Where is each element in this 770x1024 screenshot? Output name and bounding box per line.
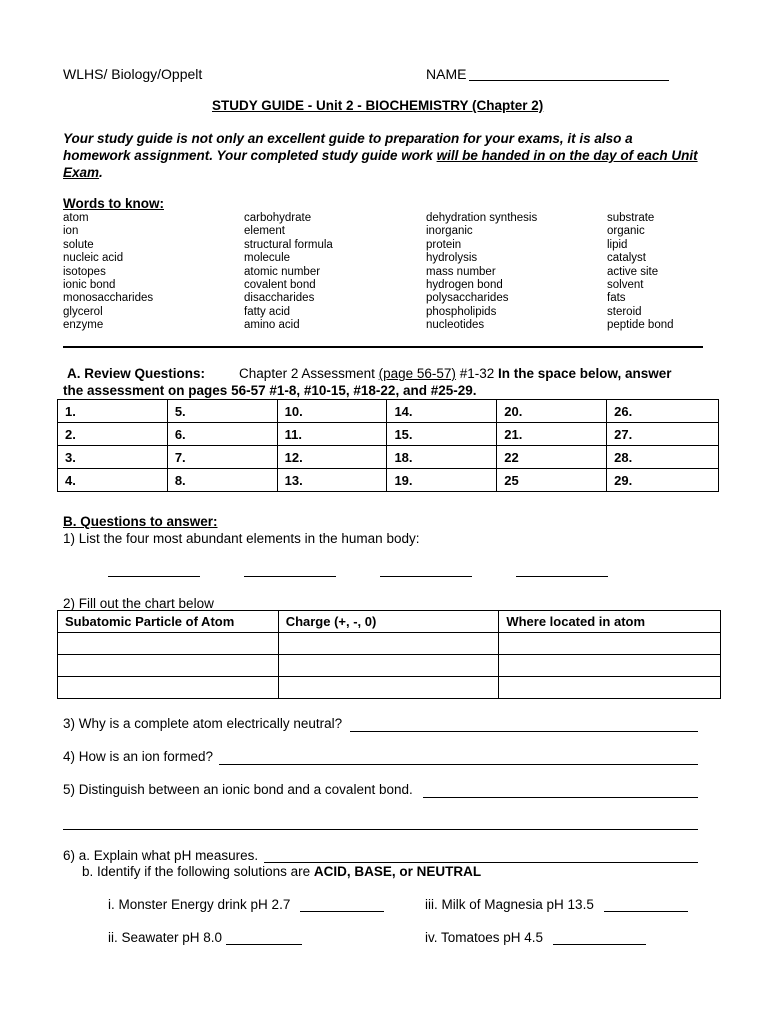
review-answer-grid xyxy=(57,399,719,492)
word-item: molecule xyxy=(244,252,291,265)
word-item: covalent bond xyxy=(244,279,316,292)
word-item: nucleic acid xyxy=(63,252,124,265)
question-5: 5) Distinguish between an ionic bond and a covalent bond. xyxy=(63,782,413,797)
word-item: fatty acid xyxy=(244,305,291,318)
solution-i-answer[interactable] xyxy=(300,911,384,912)
answer-cell[interactable]: 12. xyxy=(277,446,387,469)
solution-ii-answer[interactable] xyxy=(226,944,302,945)
answer-cell[interactable]: 2. xyxy=(58,423,168,446)
question-5-answer[interactable] xyxy=(423,797,698,798)
word-item: carbohydrate xyxy=(244,212,312,224)
word-item: fats xyxy=(607,292,626,305)
answer-cell[interactable]: 28. xyxy=(607,446,719,469)
word-item: substrate xyxy=(607,212,655,224)
word-item: enzyme xyxy=(63,319,104,332)
word-item: disaccharides xyxy=(244,292,315,305)
chart-cell[interactable] xyxy=(278,677,499,699)
chart-header-location: Where located in atom xyxy=(499,611,721,633)
answer-cell[interactable]: 13. xyxy=(277,469,387,492)
words-heading: Words to know: xyxy=(63,196,164,211)
question-1: 1) List the four most abundant elements in the human body: xyxy=(63,531,420,546)
answer-cell[interactable]: 29. xyxy=(607,469,719,492)
review-label: A. Review Questions: xyxy=(67,366,206,381)
answer-cell[interactable]: 8. xyxy=(167,469,277,492)
section-divider xyxy=(63,346,703,348)
subatomic-chart xyxy=(57,610,721,699)
question-3-answer[interactable] xyxy=(350,731,698,732)
question-2: 2) Fill out the chart below xyxy=(63,596,214,611)
word-item: glycerol xyxy=(63,305,103,318)
review-chapter: Chapter 2 Assessment xyxy=(239,366,379,381)
word-item: active site xyxy=(607,265,659,278)
word-item: dehydration synthesis xyxy=(426,212,538,224)
page-title: STUDY GUIDE - Unit 2 - BIOCHEMISTRY (Chapter 2) xyxy=(212,98,544,113)
answer-cell[interactable]: 3. xyxy=(58,446,168,469)
word-item: monosaccharides xyxy=(63,292,154,305)
word-item: ionic bond xyxy=(63,279,116,292)
chart-cell[interactable] xyxy=(58,655,279,677)
question-6b-text: b. Identify if the following solutions are xyxy=(82,864,314,879)
word-item: organic xyxy=(607,225,645,238)
question-3: 3) Why is a complete atom electrically neutral? xyxy=(63,716,343,731)
solution-ii-label: ii. Seawater pH 8.0 xyxy=(108,930,223,945)
chart-header-charge: Charge (+, -, 0) xyxy=(278,611,499,633)
word-item: inorganic xyxy=(426,225,473,238)
name-field[interactable] xyxy=(469,80,669,81)
answer-cell[interactable]: 18. xyxy=(387,446,497,469)
word-item: atomic number xyxy=(244,265,321,278)
chart-cell[interactable] xyxy=(58,633,279,655)
chart-cell[interactable] xyxy=(58,677,279,699)
question-5-answer-line-2[interactable] xyxy=(63,829,698,830)
element-answer-1[interactable] xyxy=(108,576,200,577)
intro-paragraph xyxy=(63,130,703,181)
words-column-3 xyxy=(426,212,537,333)
answer-cell[interactable]: 27. xyxy=(607,423,719,446)
word-item: steroid xyxy=(607,305,642,318)
chart-cell[interactable] xyxy=(499,655,721,677)
name-label: NAME xyxy=(426,66,467,82)
word-item: lipid xyxy=(607,238,628,251)
chart-cell[interactable] xyxy=(499,677,721,699)
chart-cell[interactable] xyxy=(499,633,721,655)
question-6b xyxy=(82,864,481,879)
answer-cell[interactable]: 5. xyxy=(167,400,277,423)
intro-text-1: Your study guide is not only an excellent guide to preparation for your exams, it is also a homework assignment. Your completed study guide work xyxy=(63,131,633,163)
element-answer-2[interactable] xyxy=(244,576,336,577)
answer-cell[interactable]: 20. xyxy=(497,400,607,423)
answer-cell[interactable]: 21. xyxy=(497,423,607,446)
answer-cell[interactable]: 22 xyxy=(497,446,607,469)
question-4: 4) How is an ion formed? xyxy=(63,749,214,764)
word-item: phospholipids xyxy=(426,305,497,318)
answer-cell[interactable]: 14. xyxy=(387,400,497,423)
review-instruction-2: the assessment on pages 56-57 #1-8, #10-15, #18-22, and #25-29. xyxy=(63,383,477,398)
review-page-ref: (page 56-57) xyxy=(378,366,456,381)
word-item: hydrogen bond xyxy=(426,279,503,292)
chart-cell[interactable] xyxy=(278,655,499,677)
word-item: amino acid xyxy=(244,319,300,332)
words-column-1 xyxy=(63,212,153,333)
word-item: peptide bond xyxy=(607,319,674,332)
word-item: element xyxy=(244,225,285,238)
word-item: protein xyxy=(426,238,462,251)
intro-text-3: . xyxy=(99,165,103,180)
review-line-1 xyxy=(67,366,672,381)
solution-iv-answer[interactable] xyxy=(553,944,646,945)
answer-cell[interactable]: 10. xyxy=(277,400,387,423)
answer-cell[interactable]: 7. xyxy=(167,446,277,469)
answer-cell[interactable]: 4. xyxy=(58,469,168,492)
solution-i-label: i. Monster Energy drink pH 2.7 xyxy=(108,897,291,912)
question-6b-options: ACID, BASE, or NEUTRAL xyxy=(313,864,482,879)
answer-cell[interactable]: 19. xyxy=(387,469,497,492)
words-column-2 xyxy=(244,212,333,333)
question-4-answer[interactable] xyxy=(219,764,698,765)
answer-cell[interactable]: 6. xyxy=(167,423,277,446)
word-item: polysaccharides xyxy=(426,292,509,305)
words-column-4 xyxy=(607,212,674,333)
word-item: atom xyxy=(63,212,89,224)
word-item: hydrolysis xyxy=(426,252,478,265)
review-instruction-1: In the space below, answer xyxy=(497,366,672,381)
answer-cell[interactable]: 15. xyxy=(387,423,497,446)
solution-iv-label: iv. Tomatoes pH 4.5 xyxy=(425,930,544,945)
answer-cell[interactable]: 1. xyxy=(58,400,168,423)
solution-iii-label: iii. Milk of Magnesia pH 13.5 xyxy=(425,897,594,912)
review-range: #1-32 xyxy=(455,366,498,381)
word-item: solute xyxy=(63,238,94,251)
answer-cell[interactable]: 26. xyxy=(607,400,719,423)
course-label: WLHS/ Biology/Oppelt xyxy=(63,66,203,82)
section-b-heading: B. Questions to answer: xyxy=(63,514,218,529)
answer-cell[interactable]: 25 xyxy=(497,469,607,492)
chart-cell[interactable] xyxy=(278,633,499,655)
element-answer-3[interactable] xyxy=(380,576,472,577)
word-item: solvent xyxy=(607,279,644,292)
answer-cell[interactable]: 11. xyxy=(277,423,387,446)
chart-header-particle: Subatomic Particle of Atom xyxy=(58,611,279,633)
word-item: nucleotides xyxy=(426,319,485,332)
word-item: structural formula xyxy=(244,238,333,251)
word-item: ion xyxy=(63,225,79,238)
question-6a: 6) a. Explain what pH measures. xyxy=(63,848,259,863)
word-item: mass number xyxy=(426,265,496,278)
solution-iii-answer[interactable] xyxy=(604,911,688,912)
word-item: isotopes xyxy=(63,265,106,278)
word-item: catalyst xyxy=(607,252,646,265)
intro-text-2: will be handed in on the day of each Unit Exam xyxy=(63,148,698,180)
element-answer-4[interactable] xyxy=(516,576,608,577)
question-6a-answer[interactable] xyxy=(264,862,698,863)
